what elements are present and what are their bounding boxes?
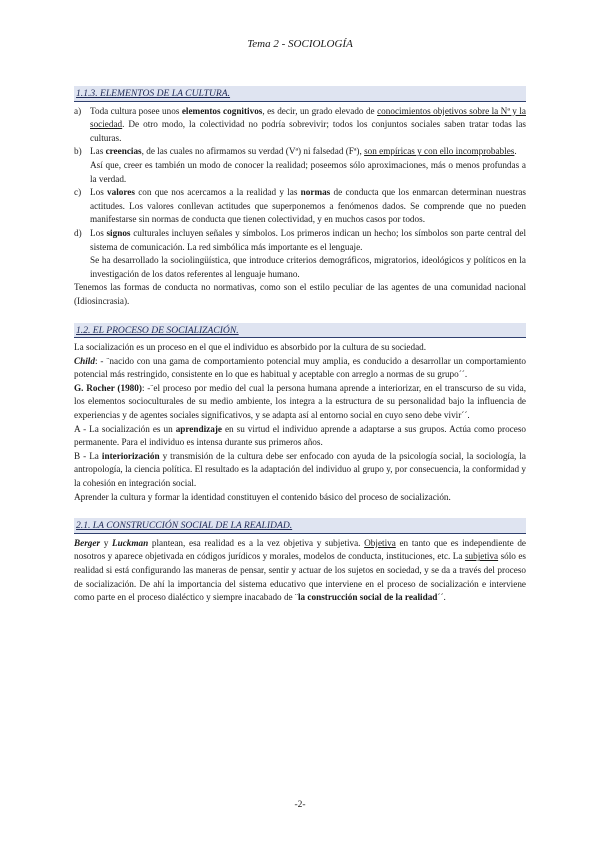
- text-run: en su virtud el individuo aprende a adaptarse a sus grupos. Actúa como proceso permanente. Para el individuo es intensa durante sus primeros años.: [74, 423, 526, 448]
- underlined-phrase: Objetiva: [364, 537, 396, 548]
- text-run: ´´.: [437, 592, 446, 603]
- author-name: Child: [74, 355, 95, 366]
- quote-child: [74, 355, 526, 382]
- section-heading-elementos: 1.1.3. ELEMENTOS DE LA CULTURA.: [74, 86, 526, 102]
- bold-term: elementos cognitivos: [181, 105, 263, 116]
- text-run: . De otro modo, la colectividad no podría sobrevivir; todos los conjuntos sociales saben tratar todas las culturas.: [90, 119, 526, 143]
- text-run: culturales incluyen señales y símbolos. Los primeros indican un hecho; los símbolos son parte central del sistema de comunicación. La red simbólica más importante es el lenguaje.: [90, 227, 526, 252]
- text-run: y transmisión de la cultura debe ser enfocado con ayuda de la psicología social, la sociología, la antropología, la ciencia política. El resultado es la adaptación del individuo al grupo y, por consecuencia, la conformidad y la cohesión en integración social.: [74, 450, 526, 489]
- text-run: en tanto que es independiente de nosotros y aparece objetivada en códigos jurídicos y morales, modelos de conducta, instituciones, etc. La: [74, 537, 527, 562]
- page-content: [74, 86, 526, 605]
- bold-term: la construcción social de la realidad: [297, 592, 438, 603]
- section-heading-socializacion: 1.2. EL PROCESO DE SOCIALIZACIÓN.: [74, 323, 526, 339]
- text-run: , de las cuales no afirmamos su verdad (Vª) ni falsedad (Fª),: [141, 146, 365, 157]
- bold-term: normas: [300, 187, 331, 198]
- bold-term: valores: [107, 187, 135, 198]
- quote-rocher: [74, 382, 526, 423]
- text-run: y: [100, 537, 112, 548]
- section-closing-paragraph: Aprender la cultura y formar la identidad constituyen el contenido básico del proceso de socialización.: [74, 491, 451, 502]
- list-marker: d): [74, 227, 82, 238]
- section-heading-construccion: 2.1. LA CONSTRUCCIÓN SOCIAL DE LA REALIDAD.: [74, 518, 526, 534]
- bold-term: creencias: [105, 146, 142, 157]
- text-run: Los: [90, 187, 108, 198]
- list-item-continuation: Así que, creer es también un modo de conocer la realidad; poseemos sólo aproximaciones, más o menos profundas a la verdad.: [90, 159, 526, 184]
- underlined-phrase: subjetiva: [464, 551, 499, 562]
- bold-term: aprendizaje: [175, 423, 222, 434]
- underlined-phrase: conocimientos objetivos sobre la Nª y la sociedad: [90, 105, 526, 130]
- text-run: A - La socialización es un: [74, 423, 176, 434]
- list-item: [74, 105, 526, 146]
- text-run: Las: [90, 146, 106, 157]
- text-run: Los: [90, 227, 107, 238]
- text-run: : - ¨nacido con una gama de comportamiento potencial muy amplia, es conducido a desarrollar un comportamiento potencial más restringido, consistente en lo que es habitual y aceptable con arreglo a normas de su grupo´´.: [74, 355, 526, 380]
- section-closing-paragraph: Tenemos las formas de conducta no normativas, como son el estilo peculiar de las agentes de una comunidad nacional (Idiosincrasia).: [74, 282, 526, 306]
- list-marker: c): [74, 187, 82, 198]
- author-name: Luckman: [111, 537, 149, 548]
- bold-term: interiorización: [101, 450, 160, 461]
- list-item-text: [90, 186, 526, 227]
- text-run: B - La: [74, 450, 102, 461]
- list-item: [74, 145, 526, 159]
- text-run: con que nos acercamos a la realidad y las: [134, 187, 301, 198]
- text-run: de conducta que los enmarcan determinan nuestras actitudes. Los valores conllevan actitudes que superponemos a fenómenos dados. Se comprende que no pueden manifestarse sin normas de conducta que tienen colectividad, y en muchos casos por todos.: [90, 187, 527, 225]
- text-run: Toda cultura posee unos: [90, 105, 182, 116]
- point-a: [74, 423, 526, 450]
- list-marker: a): [74, 105, 82, 116]
- page-number: -2-: [294, 800, 306, 810]
- paragraph: [74, 537, 526, 605]
- point-b: [74, 450, 526, 491]
- author-name: G. Rocher (1980): [74, 382, 142, 393]
- text-run: : -¨el proceso por medio del cual la persona humana aprende a interiorizar, en el transcurso de su vida, los elementos socioculturales de su medio ambiente, los integra a la estructura de su personalidad bajo la influencia de experiencias y de agentes sociales significativos, y se adapta así al entorno social en cuyo seno debe vivir´´.: [74, 382, 527, 421]
- list-item: [74, 227, 526, 254]
- text-run: .: [514, 146, 517, 157]
- bold-term: signos: [106, 227, 131, 238]
- list-item-continuation: Se ha desarrollado la sociolingüística, que introduce criterios demográficos, migratorios, ideológicos y políticos en la investigación de los datos referentes al lenguaje humano.: [90, 255, 526, 279]
- underlined-phrase: son empíricas y con ello incomprobables: [364, 146, 515, 157]
- list-item-text: [90, 105, 526, 146]
- text-run: sólo es realidad si está configurando las maneras de pensar, sentir y actuar de los sujetos en sociedad, y se da a través del proceso de socialización. De ahí la importancia del sistema educativo que interviene en el proceso de socialización e interviene como parte en el proceso dialéctico y siempre inacabado de ¨: [74, 551, 527, 603]
- paragraph: La socialización es un proceso en el que el individuo es absorbido por la cultura de su sociedad.: [74, 342, 427, 353]
- text-run: , es decir, un grado elevado de: [262, 105, 378, 116]
- page-header: Tema 2 - SOCIOLOGÍA: [247, 38, 353, 50]
- list-marker: b): [74, 146, 82, 157]
- author-name: Berger: [74, 537, 101, 548]
- list-item-text: [90, 145, 526, 159]
- list-item: [74, 186, 526, 227]
- text-run: plantean, esa realidad es a la vez objetiva y subjetiva.: [148, 537, 365, 548]
- list-item-text: [90, 227, 526, 254]
